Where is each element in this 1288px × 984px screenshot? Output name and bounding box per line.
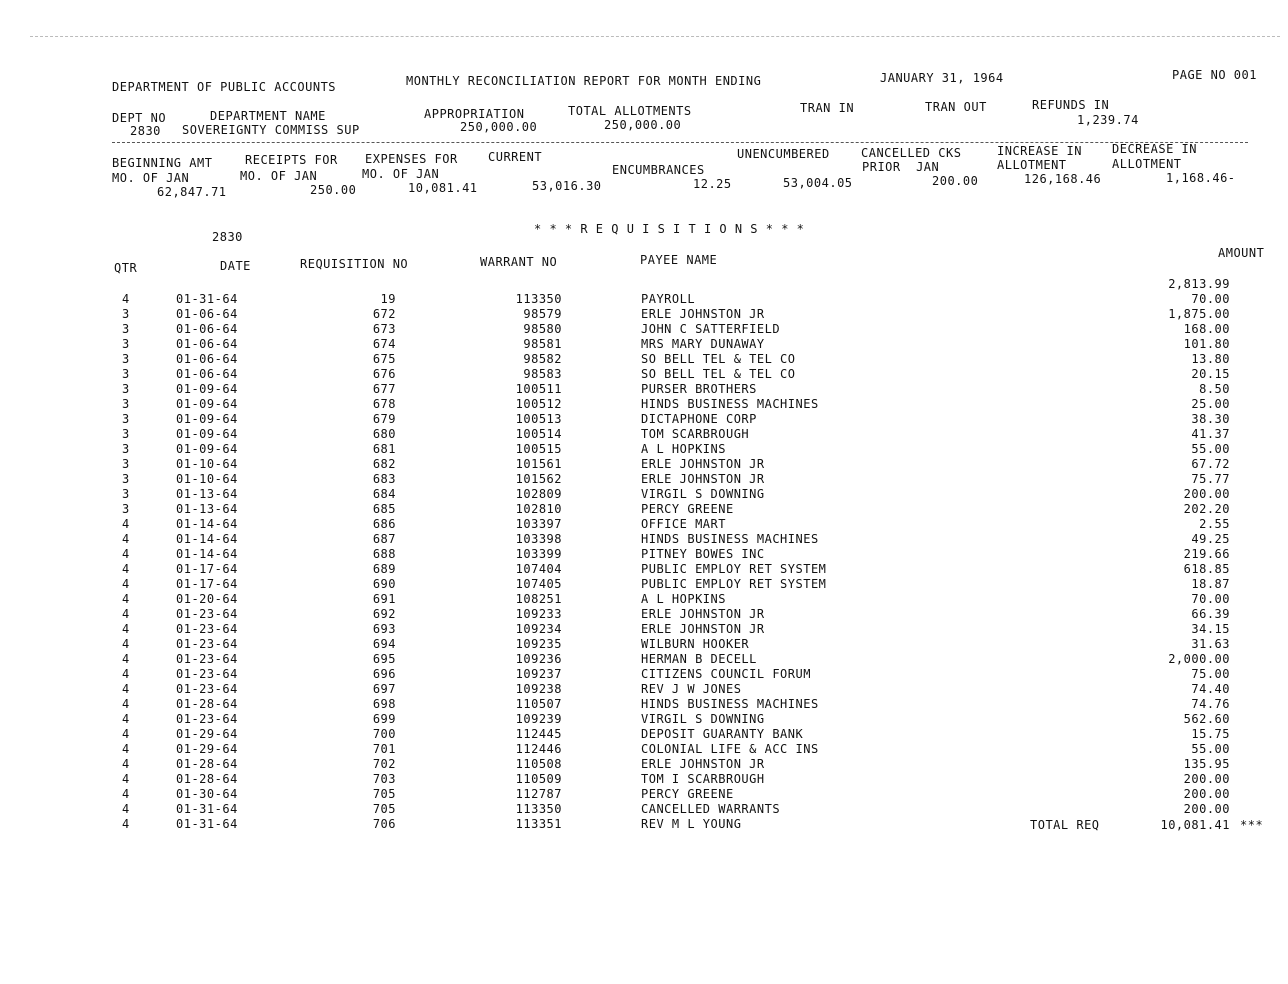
label-current: CURRENT: [488, 150, 543, 164]
row-requisition-no: 678: [372, 397, 396, 411]
row-date: 01-28-64: [176, 757, 238, 771]
row-warrant-no: 98581: [523, 337, 562, 351]
label-increase-allotment: ALLOTMENT: [997, 158, 1067, 172]
label-tran-in: TRAN IN: [800, 101, 855, 115]
row-requisition-no: 699: [372, 712, 396, 726]
row-amount: 8.50: [1199, 382, 1230, 396]
row-date: 01-23-64: [176, 667, 238, 681]
row-requisition-no: 688: [372, 547, 396, 561]
row-payee-name: ERLE JOHNSTON JR: [641, 472, 765, 486]
row-payee-name: PURSER BROTHERS: [641, 382, 757, 396]
row-payee-name: DICTAPHONE CORP: [641, 412, 757, 426]
row-qtr: 3: [122, 472, 130, 486]
row-qtr: 3: [122, 367, 130, 381]
requisition-column: [340, 292, 396, 832]
row-payee-name: TOM SCARBROUGH: [641, 427, 750, 441]
row-qtr: 4: [122, 607, 130, 621]
row-date: 01-23-64: [176, 607, 238, 621]
row-qtr: 3: [122, 307, 130, 321]
label-beginning-amt: BEGINNING AMT: [112, 156, 213, 170]
row-qtr: 4: [122, 547, 130, 561]
row-qtr: 4: [122, 562, 130, 576]
label-refunds-in: REFUNDS IN: [1032, 98, 1110, 112]
row-amount: 74.40: [1191, 682, 1230, 696]
row-qtr: 3: [122, 382, 130, 396]
label-total-allotments: TOTAL ALLOTMENTS: [568, 104, 692, 118]
row-qtr: 4: [122, 802, 130, 816]
row-warrant-no: 110508: [515, 757, 562, 771]
row-warrant-no: 113350: [515, 802, 562, 816]
row-amount: 219.66: [1183, 547, 1230, 561]
row-payee-name: SO BELL TEL & TEL CO: [641, 352, 796, 366]
row-amount: 2,813.99: [1168, 277, 1230, 291]
row-payee-name: PITNEY BOWES INC: [641, 547, 765, 561]
qtr-column: [122, 292, 130, 832]
requisitions-dept-code: 2830: [212, 230, 243, 244]
row-qtr: 4: [122, 667, 130, 681]
date-column: [176, 292, 238, 832]
row-date: 01-31-64: [176, 802, 238, 816]
label-mo-of-jan-beginning: MO. OF JAN: [112, 171, 190, 185]
total-req-label: TOTAL REQ: [1030, 818, 1100, 832]
row-date: 01-06-64: [176, 352, 238, 366]
row-date: 01-17-64: [176, 562, 238, 576]
row-date: 01-14-64: [176, 517, 238, 531]
row-warrant-no: 102809: [515, 487, 562, 501]
row-date: 01-23-64: [176, 622, 238, 636]
row-qtr: 3: [122, 322, 130, 336]
row-warrant-no: 101561: [515, 457, 562, 471]
report-date: JANUARY 31, 1964: [880, 71, 1004, 85]
row-amount: 67.72: [1191, 457, 1230, 471]
row-date: 01-09-64: [176, 442, 238, 456]
label-expenses-for: EXPENSES FOR: [365, 152, 458, 166]
row-payee-name: CANCELLED WARRANTS: [641, 802, 781, 816]
row-payee-name: HINDS BUSINESS MACHINES: [641, 397, 819, 411]
row-qtr: 4: [122, 682, 130, 696]
section-divider: [112, 142, 1248, 143]
row-payee-name: HINDS BUSINESS MACHINES: [641, 697, 819, 711]
row-amount: 70.00: [1191, 292, 1230, 306]
row-amount: 101.80: [1183, 337, 1230, 351]
row-qtr: 3: [122, 397, 130, 411]
row-payee-name: TOM I SCARBROUGH: [641, 772, 765, 786]
label-encumbrances: ENCUMBRANCES: [612, 163, 705, 177]
row-requisition-no: 693: [372, 622, 396, 636]
increase-allotment-value: 126,168.46: [1024, 172, 1102, 186]
row-requisition-no: 677: [372, 382, 396, 396]
row-warrant-no: 109233: [515, 607, 562, 621]
row-date: 01-09-64: [176, 382, 238, 396]
row-payee-name: ERLE JOHNSTON JR: [641, 307, 765, 321]
row-date: 01-28-64: [176, 772, 238, 786]
row-payee-name: PUBLIC EMPLOY RET SYSTEM: [641, 562, 827, 576]
row-qtr: 4: [122, 652, 130, 666]
label-dept-no: DEPT NO: [112, 111, 167, 125]
top-perforation-line: [30, 36, 1280, 37]
row-warrant-no: 102810: [515, 502, 562, 516]
row-amount: 618.85: [1183, 562, 1230, 576]
row-amount: 38.30: [1191, 412, 1230, 426]
row-date: 01-20-64: [176, 592, 238, 606]
row-warrant-no: 98582: [523, 352, 562, 366]
row-amount: 15.75: [1191, 727, 1230, 741]
row-amount: 55.00: [1191, 742, 1230, 756]
row-qtr: 3: [122, 442, 130, 456]
label-cancelled-cks: CANCELLED CKS: [861, 146, 962, 160]
row-requisition-no: 680: [372, 427, 396, 441]
row-qtr: 4: [122, 727, 130, 741]
dept-no-value: 2830: [130, 124, 161, 138]
row-date: 01-14-64: [176, 532, 238, 546]
row-date: 01-30-64: [176, 787, 238, 801]
row-payee-name: ERLE JOHNSTON JR: [641, 457, 765, 471]
row-warrant-no: 103399: [515, 547, 562, 561]
row-date: 01-14-64: [176, 547, 238, 561]
label-decrease-in: DECREASE IN: [1112, 142, 1197, 156]
amount-column: [1130, 277, 1230, 817]
warrant-column: [490, 292, 562, 832]
row-requisition-no: 673: [372, 322, 396, 336]
row-warrant-no: 109234: [515, 622, 562, 636]
row-warrant-no: 109235: [515, 637, 562, 651]
row-requisition-no: 682: [372, 457, 396, 471]
row-warrant-no: 109236: [515, 652, 562, 666]
row-warrant-no: 108251: [515, 592, 562, 606]
row-warrant-no: 100511: [515, 382, 562, 396]
row-requisition-no: 694: [372, 637, 396, 651]
row-date: 01-06-64: [176, 307, 238, 321]
row-payee-name: VIRGIL S DOWNING: [641, 712, 765, 726]
row-warrant-no: 98583: [523, 367, 562, 381]
label-mo-of-jan-receipts: MO. OF JAN: [240, 169, 318, 183]
row-amount: 200.00: [1183, 787, 1230, 801]
decrease-allotment-value: 1,168.46-: [1166, 171, 1236, 185]
label-dept-name: DEPARTMENT NAME: [210, 109, 326, 123]
row-date: 01-13-64: [176, 502, 238, 516]
row-requisition-no: 681: [372, 442, 396, 456]
label-prior-jan: PRIOR JAN: [862, 160, 940, 174]
row-qtr: 3: [122, 412, 130, 426]
row-amount: 200.00: [1183, 772, 1230, 786]
row-qtr: 4: [122, 757, 130, 771]
row-warrant-no: 101562: [515, 472, 562, 486]
row-warrant-no: 100515: [515, 442, 562, 456]
row-date: 01-23-64: [176, 652, 238, 666]
row-payee-name: PUBLIC EMPLOY RET SYSTEM: [641, 577, 827, 591]
cancelled-jan-value: 200.00: [932, 174, 979, 188]
row-requisition-no: 696: [372, 667, 396, 681]
row-payee-name: COLONIAL LIFE & ACC INS: [641, 742, 819, 756]
row-payee-name: REV J W JONES: [641, 682, 742, 696]
appropriation-value: 250,000.00: [460, 120, 538, 134]
row-qtr: 3: [122, 427, 130, 441]
row-warrant-no: 110509: [515, 772, 562, 786]
row-date: 01-28-64: [176, 697, 238, 711]
row-amount: 562.60: [1183, 712, 1230, 726]
row-amount: 34.15: [1191, 622, 1230, 636]
row-date: 01-23-64: [176, 682, 238, 696]
row-amount: 13.80: [1191, 352, 1230, 366]
row-payee-name: ERLE JOHNSTON JR: [641, 607, 765, 621]
total-req-value: 10,081.41: [1160, 818, 1230, 832]
row-payee-name: OFFICE MART: [641, 517, 726, 531]
row-warrant-no: 98579: [523, 307, 562, 321]
row-amount: 66.39: [1191, 607, 1230, 621]
row-requisition-no: 706: [372, 817, 396, 831]
row-date: 01-29-64: [176, 742, 238, 756]
unencumbered-value: 53,004.05: [783, 176, 853, 190]
row-payee-name: DEPOSIT GUARANTY BANK: [641, 727, 804, 741]
page-number: PAGE NO 001: [1172, 68, 1257, 82]
row-amount: 168.00: [1183, 322, 1230, 336]
row-qtr: 3: [122, 487, 130, 501]
row-qtr: 4: [122, 517, 130, 531]
row-requisition-no: 702: [372, 757, 396, 771]
row-date: 01-23-64: [176, 712, 238, 726]
total-req-marker: ***: [1240, 818, 1264, 832]
row-amount: 74.76: [1191, 697, 1230, 711]
row-requisition-no: 701: [372, 742, 396, 756]
row-qtr: 4: [122, 697, 130, 711]
row-requisition-no: 675: [372, 352, 396, 366]
row-requisition-no: 687: [372, 532, 396, 546]
row-requisition-no: 692: [372, 607, 396, 621]
column-header-qtr: QTR: [114, 261, 138, 275]
row-date: 01-06-64: [176, 337, 238, 351]
row-warrant-no: 100512: [515, 397, 562, 411]
row-amount: 41.37: [1191, 427, 1230, 441]
row-qtr: 4: [122, 787, 130, 801]
column-header-requisition-no: REQUISITION NO: [300, 257, 409, 271]
row-amount: 1,875.00: [1168, 307, 1230, 321]
row-qtr: 4: [122, 622, 130, 636]
row-warrant-no: 100513: [515, 412, 562, 426]
row-warrant-no: 113351: [515, 817, 562, 831]
row-date: 01-31-64: [176, 292, 238, 306]
expenses-value: 10,081.41: [408, 181, 478, 195]
row-amount: 2,000.00: [1168, 652, 1230, 666]
row-payee-name: REV M L YOUNG: [641, 817, 742, 831]
row-warrant-no: 98580: [523, 322, 562, 336]
total-allotments-value: 250,000.00: [604, 118, 682, 132]
row-payee-name: A L HOPKINS: [641, 442, 726, 456]
row-requisition-no: 703: [372, 772, 396, 786]
row-amount: 31.63: [1191, 637, 1230, 651]
row-warrant-no: 100514: [515, 427, 562, 441]
row-qtr: 4: [122, 292, 130, 306]
row-date: 01-13-64: [176, 487, 238, 501]
row-payee-name: ERLE JOHNSTON JR: [641, 622, 765, 636]
row-warrant-no: 113350: [515, 292, 562, 306]
row-requisition-no: 689: [372, 562, 396, 576]
row-amount: 202.20: [1183, 502, 1230, 516]
row-date: 01-09-64: [176, 427, 238, 441]
row-amount: 2.55: [1199, 517, 1230, 531]
row-date: 01-09-64: [176, 412, 238, 426]
row-date: 01-17-64: [176, 577, 238, 591]
row-qtr: 4: [122, 712, 130, 726]
label-decrease-allotment: ALLOTMENT: [1112, 157, 1182, 171]
row-requisition-no: 676: [372, 367, 396, 381]
row-warrant-no: 109239: [515, 712, 562, 726]
row-qtr: 4: [122, 637, 130, 651]
refunds-in-value: 1,239.74: [1077, 113, 1139, 127]
column-header-date: DATE: [220, 259, 251, 273]
row-requisition-no: 684: [372, 487, 396, 501]
row-payee-name: A L HOPKINS: [641, 592, 726, 606]
row-warrant-no: 103398: [515, 532, 562, 546]
label-increase-in: INCREASE IN: [997, 144, 1082, 158]
row-qtr: 4: [122, 772, 130, 786]
row-requisition-no: 19: [380, 292, 396, 306]
row-requisition-no: 683: [372, 472, 396, 486]
column-header-payee-name: PAYEE NAME: [640, 253, 718, 267]
row-payee-name: PAYROLL: [641, 292, 696, 306]
row-amount: 135.95: [1183, 757, 1230, 771]
row-requisition-no: 679: [372, 412, 396, 426]
report-title: MONTHLY RECONCILIATION REPORT FOR MONTH ENDING: [406, 74, 762, 88]
row-requisition-no: 691: [372, 592, 396, 606]
row-payee-name: SO BELL TEL & TEL CO: [641, 367, 796, 381]
row-warrant-no: 112787: [515, 787, 562, 801]
row-amount: 200.00: [1183, 487, 1230, 501]
row-payee-name: PERCY GREENE: [641, 787, 734, 801]
row-amount: 20.15: [1191, 367, 1230, 381]
row-warrant-no: 110507: [515, 697, 562, 711]
column-header-amount: AMOUNT: [1218, 246, 1265, 260]
row-warrant-no: 109238: [515, 682, 562, 696]
row-qtr: 3: [122, 337, 130, 351]
row-date: 01-29-64: [176, 727, 238, 741]
row-amount: 200.00: [1183, 802, 1230, 816]
label-tran-out: TRAN OUT: [925, 100, 987, 114]
row-requisition-no: 695: [372, 652, 396, 666]
row-amount: 70.00: [1191, 592, 1230, 606]
dept-name-value: SOVEREIGNTY COMMISS SUP: [182, 123, 360, 137]
label-unencumbered: UNENCUMBERED: [737, 147, 830, 161]
encumbrances-value: 12.25: [693, 177, 732, 191]
row-qtr: 4: [122, 592, 130, 606]
row-date: 01-10-64: [176, 472, 238, 486]
row-requisition-no: 685: [372, 502, 396, 516]
row-requisition-no: 674: [372, 337, 396, 351]
receipts-value: 250.00: [310, 183, 357, 197]
row-payee-name: HERMAN B DECELL: [641, 652, 757, 666]
column-header-warrant-no: WARRANT NO: [480, 255, 558, 269]
row-qtr: 4: [122, 817, 130, 831]
requisitions-section-title: * * * R E Q U I S I T I O N S * * *: [534, 222, 805, 236]
row-requisition-no: 698: [372, 697, 396, 711]
row-amount: 75.00: [1191, 667, 1230, 681]
label-mo-of-jan-expenses: MO. OF JAN: [362, 167, 440, 181]
payee-column: [641, 292, 826, 832]
row-amount: 55.00: [1191, 442, 1230, 456]
row-payee-name: HINDS BUSINESS MACHINES: [641, 532, 819, 546]
row-qtr: 3: [122, 457, 130, 471]
row-requisition-no: 697: [372, 682, 396, 696]
row-warrant-no: 103397: [515, 517, 562, 531]
row-amount: 18.87: [1191, 577, 1230, 591]
row-date: 01-31-64: [176, 817, 238, 831]
row-payee-name: ERLE JOHNSTON JR: [641, 757, 765, 771]
current-value: 53,016.30: [532, 179, 602, 193]
row-qtr: 4: [122, 742, 130, 756]
row-date: 01-06-64: [176, 367, 238, 381]
row-amount: 49.25: [1191, 532, 1230, 546]
row-requisition-no: 690: [372, 577, 396, 591]
department-title: DEPARTMENT OF PUBLIC ACCOUNTS: [112, 80, 337, 94]
row-payee-name: VIRGIL S DOWNING: [641, 487, 765, 501]
row-qtr: 4: [122, 577, 130, 591]
label-appropriation: APPROPRIATION: [424, 107, 525, 121]
row-date: 01-06-64: [176, 322, 238, 336]
row-payee-name: PERCY GREENE: [641, 502, 734, 516]
row-amount: 25.00: [1191, 397, 1230, 411]
row-amount: 75.77: [1191, 472, 1230, 486]
row-qtr: 4: [122, 532, 130, 546]
label-receipts-for: RECEIPTS FOR: [245, 153, 338, 167]
row-warrant-no: 112446: [515, 742, 562, 756]
row-payee-name: JOHN C SATTERFIELD: [641, 322, 781, 336]
row-payee-name: MRS MARY DUNAWAY: [641, 337, 765, 351]
row-requisition-no: 705: [372, 802, 396, 816]
row-requisition-no: 672: [372, 307, 396, 321]
row-date: 01-10-64: [176, 457, 238, 471]
row-warrant-no: 109237: [515, 667, 562, 681]
row-qtr: 3: [122, 352, 130, 366]
row-warrant-no: 107405: [515, 577, 562, 591]
row-requisition-no: 700: [372, 727, 396, 741]
row-requisition-no: 686: [372, 517, 396, 531]
row-date: 01-23-64: [176, 637, 238, 651]
beginning-amt-value: 62,847.71: [157, 185, 227, 199]
row-warrant-no: 107404: [515, 562, 562, 576]
row-warrant-no: 112445: [515, 727, 562, 741]
row-requisition-no: 705: [372, 787, 396, 801]
row-date: 01-09-64: [176, 397, 238, 411]
row-qtr: 3: [122, 502, 130, 516]
row-payee-name: WILBURN HOOKER: [641, 637, 750, 651]
row-payee-name: CITIZENS COUNCIL FORUM: [641, 667, 811, 681]
